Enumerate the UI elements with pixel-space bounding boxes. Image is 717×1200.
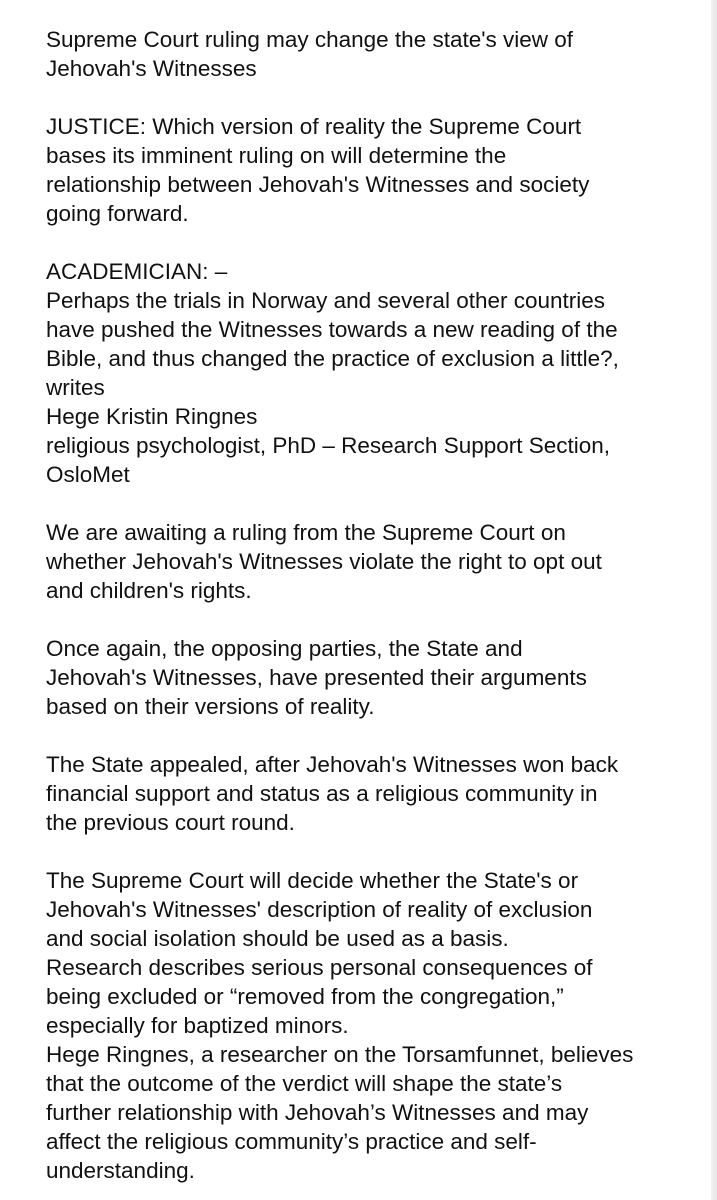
text-line: Jehovah's Witnesses' description of reality of exclusion (46, 897, 593, 922)
text-line: going forward. (46, 201, 189, 226)
text-line: affect the religious community’s practice and self- (46, 1129, 537, 1154)
text-line: further relationship with Jehovah’s Witnesses and may (46, 1100, 589, 1125)
text-line: the previous court round. (46, 810, 295, 835)
text-line: relationship between Jehovah's Witnesses and society (46, 172, 590, 197)
text-line: understanding. (46, 1158, 195, 1183)
article-body (46, 25, 716, 1185)
text-line: We are awaiting a ruling from the Supreme Court on (46, 520, 566, 545)
text-line: JUSTICE: Which version of reality the Supreme Court (46, 114, 582, 139)
appeal-paragraph (46, 750, 716, 837)
text-line: and children's rights. (46, 578, 252, 603)
text-line: Jehovah's Witnesses, have presented their arguments (46, 665, 587, 690)
academician-paragraph (46, 257, 716, 489)
paragraph-gap (46, 83, 716, 112)
text-line: Bible, and thus changed the practice of exclusion a little?, (46, 346, 619, 371)
justice-paragraph (46, 112, 716, 228)
paragraph-gap (46, 605, 716, 634)
text-line: ACADEMICIAN: – (46, 259, 228, 284)
paragraph-gap (46, 837, 716, 866)
text-line: The Supreme Court will decide whether the State's or (46, 868, 579, 893)
paragraph-gap (46, 489, 716, 518)
text-line: that the outcome of the verdict will shape the state’s (46, 1071, 563, 1096)
decide-paragraph (46, 866, 716, 1185)
text-line: The State appealed, after Jehovah's Witnesses won back (46, 752, 619, 777)
paragraph-gap (46, 721, 716, 750)
text-line: especially for baptized minors. (46, 1013, 349, 1038)
text-line: financial support and status as a religious community in (46, 781, 598, 806)
text-line: based on their versions of reality. (46, 694, 375, 719)
awaiting-paragraph (46, 518, 716, 605)
text-line: bases its imminent ruling on will determine the (46, 143, 507, 168)
parties-paragraph (46, 634, 716, 721)
article-headline (46, 25, 716, 83)
headline-line: Jehovah's Witnesses (46, 56, 257, 81)
paragraph-gap (46, 228, 716, 257)
text-line: have pushed the Witnesses towards a new reading of the (46, 317, 618, 342)
author-title: religious psychologist, PhD – Research Support Section, (46, 433, 611, 458)
text-line: and social isolation should be used as a basis. (46, 926, 509, 951)
text-line: Research describes serious personal consequences of (46, 955, 593, 980)
text-line: Hege Ringnes, a researcher on the Torsamfunnet, believes (46, 1042, 634, 1067)
text-line: Once again, the opposing parties, the State and (46, 636, 523, 661)
headline-line: Supreme Court ruling may change the state's view of (46, 27, 574, 52)
text-line: whether Jehovah's Witnesses violate the right to opt out (46, 549, 602, 574)
text-line: writes (46, 375, 105, 400)
text-line: being excluded or “removed from the congregation,” (46, 984, 564, 1009)
text-line: Perhaps the trials in Norway and several other countries (46, 288, 606, 313)
author-affiliation: OsloMet (46, 462, 130, 487)
author-name: Hege Kristin Ringnes (46, 404, 258, 429)
